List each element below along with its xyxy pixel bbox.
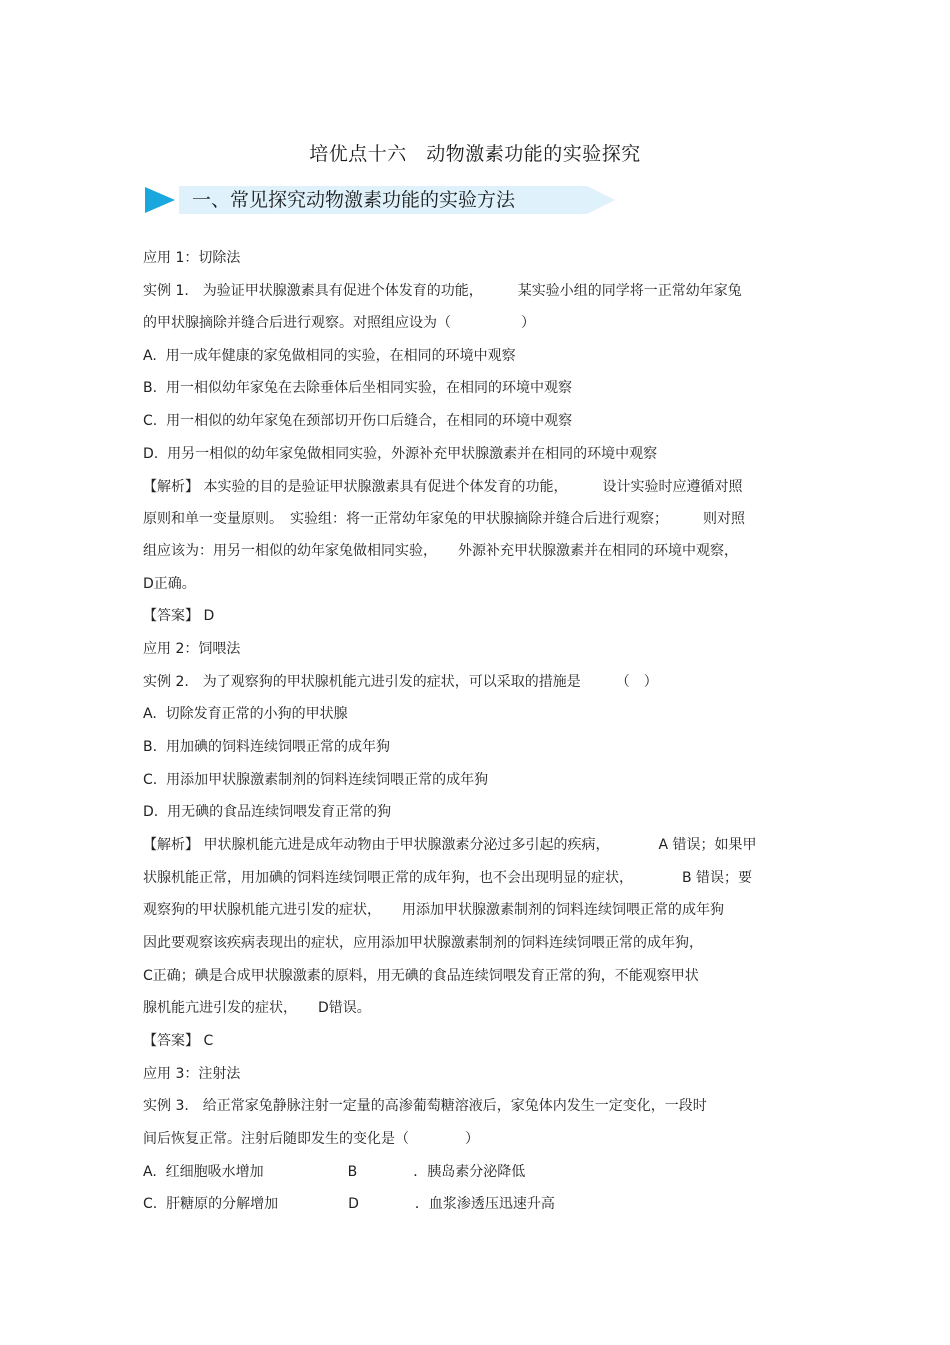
- text-line: B. 用一相似幼年家兔在去除垂体后坐相同实验，在相同的环境中观察: [143, 380, 572, 396]
- text-line: 应用 2：饲喂法: [143, 641, 241, 657]
- text-line: C. 用一相似的幼年家兔在颈部切开伤口后缝合，在相同的环境中观察: [143, 413, 573, 429]
- text-line: 间后恢复正常。注射后随即发生的变化是（ ）: [143, 1131, 479, 1147]
- page-title: 培优点十六 动物激素功能的实验探究: [309, 143, 641, 165]
- text-line: 原则和单一变量原则。 实验组：将一正常幼年家兔的甲状腺摘除并缝合后进行观察； 则对照: [143, 511, 745, 527]
- section-heading: 一、常见探究动物激素功能的实验方法: [192, 189, 516, 211]
- text-line: 【解析】 本实验的目的是验证甲状腺激素具有促进个体发育的功能， 设计实验时应遵循对照: [143, 479, 743, 495]
- text-line: C正确；碘是合成甲状腺激素的原料，用无碘的食品连续饲喂发育正常的狗，不能观察甲状: [143, 968, 699, 984]
- text-line: D. 用无碘的食品连续饲喂发育正常的狗: [143, 804, 392, 820]
- text-line: 应用 3：注射法: [143, 1066, 241, 1082]
- text-line: A. 用一成年健康的家兔做相同的实验，在相同的环境中观察: [143, 348, 516, 364]
- text-line: D. 用另一相似的幼年家兔做相同实验，外源补充甲状腺激素并在相同的环境中观察: [143, 446, 658, 462]
- text-line: 【解析】 甲状腺机能亢进是成年动物由于甲状腺激素分泌过多引起的疾病， A 错误；如果甲: [143, 837, 757, 853]
- text-line: 腺机能亢进引发的症状， D错误。: [143, 1000, 371, 1016]
- text-line: A. 红细胞吸水增加 B ．胰岛素分泌降低: [143, 1164, 526, 1180]
- text-line: 【答案】 D: [143, 608, 215, 624]
- text-line: 实例 2. 为了观察狗的甲状腺机能亢进引发的症状，可以采取的措施是 （ ）: [143, 674, 658, 690]
- text-line: 组应该为：用另一相似的幼年家兔做相同实验， 外源补充甲状腺激素并在相同的环境中观察，: [143, 543, 738, 559]
- text-line: 的甲状腺摘除并缝合后进行观察。对照组应设为（ ）: [143, 315, 535, 331]
- text-line: D正确。: [143, 576, 196, 592]
- text-line: B. 用加碘的饲料连续饲喂正常的成年狗: [143, 739, 390, 755]
- section-banner: [145, 186, 615, 214]
- text-line: 实例 1. 为验证甲状腺激素具有促进个体发育的功能， 某实验小组的同学将一正常幼年家兔: [143, 283, 742, 299]
- text-line: C. 用添加甲状腺激素制剂的饲料连续饲喂正常的成年狗: [143, 772, 489, 788]
- text-line: 【答案】 C: [143, 1033, 214, 1049]
- text-line: 实例 3. 给正常家兔静脉注射一定量的高渗葡萄糖溶液后，家兔体内发生一定变化，一段时: [143, 1098, 707, 1114]
- arrow-icon: [145, 187, 175, 213]
- text-line: 因此要观察该疾病表现出的症状，应用添加甲状腺激素制剂的饲料连续饲喂正常的成年狗，: [143, 935, 703, 951]
- text-line: 应用 1：切除法: [143, 250, 241, 266]
- text-line: A. 切除发育正常的小狗的甲状腺: [143, 706, 348, 722]
- text-line: 观察狗的甲状腺机能亢进引发的症状， 用添加甲状腺激素制剂的饲料连续饲喂正常的成年狗: [143, 902, 724, 918]
- text-line: 状腺机能正常，用加碘的饲料连续饲喂正常的成年狗，也不会出现明显的症状， B 错误；要: [143, 870, 753, 886]
- text-line: C. 肝糖原的分解增加 D ．血浆渗透压迅速升高: [143, 1196, 555, 1212]
